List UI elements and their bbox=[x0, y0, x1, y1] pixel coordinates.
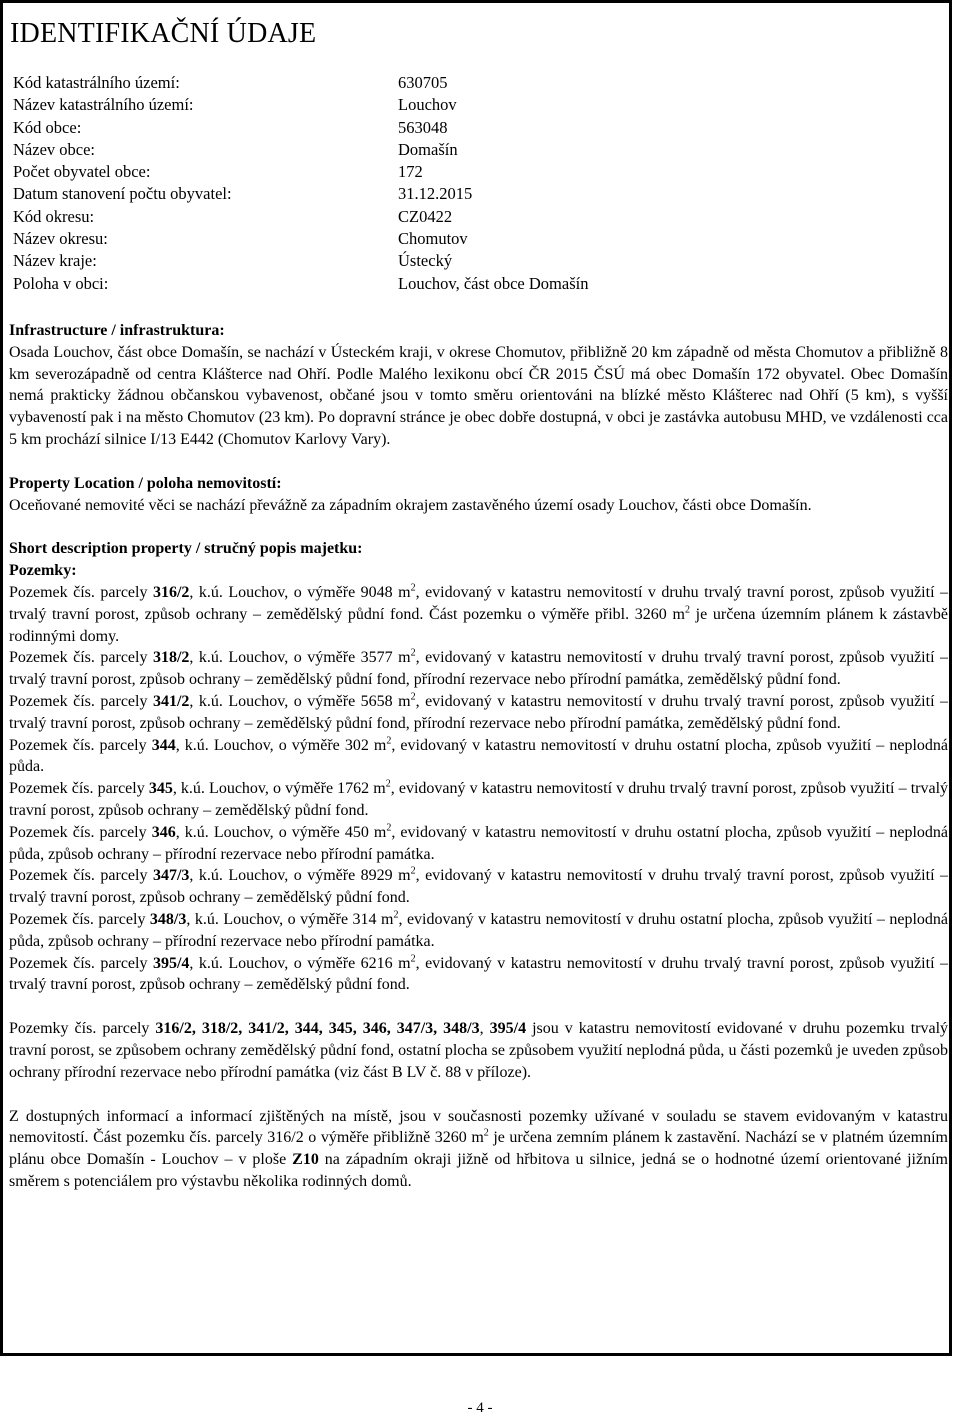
parcel-pre: Pozemek čís. parcely bbox=[9, 954, 153, 972]
summary-last-parcel: 395/4 bbox=[489, 1020, 527, 1038]
location-heading: Property Location / poloha nemovitostí: bbox=[9, 474, 282, 492]
summary-sep: , bbox=[479, 1020, 490, 1038]
closing-paragraph bbox=[9, 1106, 948, 1193]
parcel-list bbox=[9, 582, 948, 996]
parcel-item bbox=[9, 582, 948, 647]
parcel-area: , k.ú. Louchov, o výměře 1762 m bbox=[172, 780, 386, 798]
info-value: Louchov bbox=[398, 95, 457, 115]
parcel-number: 348/3 bbox=[149, 910, 187, 928]
parcel-pre: Pozemek čís. parcely bbox=[9, 867, 153, 885]
parcel-number: 344 bbox=[151, 736, 176, 754]
closing-mid: je určena zemním plánem k zastavění. Nachází se v platném územním plánu obce Domašín - Louchov – v ploše bbox=[9, 1129, 948, 1169]
parcel-desc: , evidovaný v katastru nemovitostí v druhu ostatní plocha, způsob využití – neplodná půda. bbox=[9, 736, 949, 776]
parcel-area: , k.ú. Louchov, o výměře 8929 m bbox=[189, 867, 411, 885]
summary-parcel-numbers: 316/2, 318/2, 341/2, 344, 345, 346, 347/3, 348/3 bbox=[155, 1020, 480, 1038]
parcel-pre: Pozemek čís. parcely bbox=[9, 583, 153, 601]
parcels-subheading: Pozemky: bbox=[9, 562, 77, 580]
parcel-sup: 2 bbox=[386, 822, 392, 834]
parcel-sup: 2 bbox=[393, 909, 399, 921]
parcel-item bbox=[9, 735, 948, 779]
info-label: Kód okresu: bbox=[13, 206, 95, 226]
parcel-item bbox=[9, 865, 948, 909]
parcel-area: , k.ú. Louchov, o výměře 302 m bbox=[175, 736, 387, 754]
info-value: Domašín bbox=[398, 139, 458, 159]
parcel-number: 347/3 bbox=[152, 867, 190, 885]
parcel-pre: Pozemek čís. parcely bbox=[9, 910, 150, 928]
parcel-area: , k.ú. Louchov, o výměře 450 m bbox=[175, 823, 387, 841]
parcel-desc: , evidovaný v katastru nemovitostí v druhu trvalý travní porost, způsob využití – trvalý travní porost, způsob ochrany – zemědělský půdní fond. bbox=[9, 780, 949, 819]
parcel-pre: Pozemek čís. parcely bbox=[9, 649, 153, 667]
parcel-sup: 2 bbox=[410, 648, 416, 660]
parcel-number: 318/2 bbox=[152, 649, 190, 667]
parcel-desc: , evidovaný v katastru nemovitostí v druhu ostatní plocha, způsob využití – neplodná půda, způsob ochrany – přírodní rezervace nebo přírodní památka. bbox=[9, 910, 949, 950]
info-row bbox=[13, 228, 588, 250]
info-row bbox=[13, 94, 588, 116]
summary-pre: Pozemky čís. parcely bbox=[9, 1020, 156, 1038]
info-label: Název kraje: bbox=[13, 251, 97, 271]
parcel-pre: Pozemek čís. parcely bbox=[9, 823, 152, 841]
summary-post: jsou v katastru nemovitostí evidované v druhu pozemku trvalý travní porost, se způsobem ochrany zemědělský půdní fond, ostatní plocha se způsobem využití neplodná půda, u části pozemků je uveden způsob ochrany přírodní rezervace nebo přírodní památka (viz část B LV č. 88 v příloze). bbox=[9, 1020, 949, 1081]
closing-pre: Z dostupných informací a informací zjištěných na místě, jsou v současnosti pozemky užívané v souladu se stavem evidovaným v katastru nemovitostí. Část pozemku čís. parcely 316/2 o výměře přibližně 3260 m bbox=[9, 1107, 948, 1147]
parcel-item bbox=[9, 822, 948, 866]
parcel-pre: Pozemek čís. parcely bbox=[9, 780, 149, 798]
parcel-pre: Pozemek čís. parcely bbox=[9, 736, 152, 754]
description-heading: Short description property / stručný popis majetku: bbox=[9, 540, 363, 558]
info-row bbox=[13, 183, 588, 205]
info-value: CZ0422 bbox=[398, 206, 453, 226]
info-value: Chomutov bbox=[398, 229, 468, 249]
parcel-item bbox=[9, 691, 948, 735]
parcel-desc: , evidovaný v katastru nemovitostí v druhu trvalý travní porost, způsob využití – trvalý travní porost, způsob ochrany – zemědělský půdní fond. bbox=[9, 954, 949, 994]
identification-table bbox=[13, 72, 588, 295]
info-label: Kód katastrálního území: bbox=[13, 73, 180, 92]
parcel-number: 346 bbox=[151, 823, 176, 841]
closing-post: na západním okraji jižně od hřbitova u silnice, jedná se o hodnotné území orientované jižním směrem s potenciálem pro výstavbu několika rodinných domů. bbox=[9, 1151, 948, 1190]
info-label: Kód obce: bbox=[13, 117, 82, 137]
location-text: Oceňované nemovité věci se nachází převážně za západním okrajem zastavěného území osady Louchov, části obce Domašín. bbox=[9, 496, 812, 514]
info-value: Louchov, část obce Domašín bbox=[398, 273, 589, 293]
info-value: Ústecký bbox=[398, 251, 453, 271]
parcel-desc: , evidovaný v katastru nemovitostí v druhu trvalý travní porost, způsob využití – trvalý travní porost, způsob ochrany – zemědělský půdní fond, přírodní rezervace nebo přírodní památka, zemědělský půdní fond. bbox=[9, 649, 949, 689]
info-row bbox=[13, 273, 588, 295]
parcel-desc: , evidovaný v katastru nemovitostí v druhu trvalý travní porost, způsob využití – trvalý travní porost, způsob ochrany – zemědělský půdní fond. bbox=[9, 867, 949, 907]
page-number: - 4 - bbox=[467, 1400, 493, 1416]
summary-paragraph bbox=[9, 1018, 948, 1083]
info-label: Název obce: bbox=[13, 139, 95, 159]
info-row bbox=[13, 206, 588, 228]
parcel-sup: 2 bbox=[410, 953, 416, 965]
info-row bbox=[13, 72, 588, 94]
infrastructure-heading: Infrastructure / infrastruktura: bbox=[9, 322, 225, 339]
parcel-area: , k.ú. Louchov, o výměře 3577 m bbox=[189, 649, 411, 667]
info-row bbox=[13, 250, 588, 272]
info-label: Název okresu: bbox=[13, 229, 108, 249]
parcel-sup: 2 bbox=[410, 691, 416, 703]
info-row bbox=[13, 117, 588, 139]
info-label: Počet obyvatel obce: bbox=[13, 162, 151, 182]
info-row bbox=[13, 139, 588, 161]
parcel-desc: , evidovaný v katastru nemovitostí v druhu trvalý travní porost, způsob využití – trvalý travní porost, způsob ochrany – zemědělský půdní fond. Část pozemku o výměře přibl. 3260 m bbox=[9, 583, 949, 623]
parcel-item bbox=[9, 778, 948, 822]
parcel-desc: , evidovaný v katastru nemovitostí v druhu ostatní plocha, způsob využití – neplodná půda, způsob ochrany – přírodní rezervace nebo přírodní památka. bbox=[9, 823, 949, 863]
parcel-sup: 2 bbox=[410, 582, 416, 594]
parcel-sup: 2 bbox=[386, 735, 392, 747]
info-value: 31.12.2015 bbox=[398, 184, 473, 204]
parcel-area: , k.ú. Louchov, o výměře 314 m bbox=[186, 910, 394, 928]
info-label: Název katastrálního území: bbox=[13, 95, 194, 115]
parcel-item bbox=[9, 953, 948, 997]
info-value: 563048 bbox=[398, 117, 448, 137]
document-body bbox=[9, 320, 948, 1193]
infrastructure-text: Osada Louchov, část obce Domašín, se nachází v Ústeckém kraji, v okrese Chomutov, přibližně 20 km západně od města Chomutov a přibližně 8 km severozápadně od centra Klášterce nad Ohří. Podle Malého lexikonu obcí ČR 2015 ČSÚ má obec Domašín 172 obyvatel. Obec Domašín nemá prakticky žádnou občanskou vybavenost, občané jsou v tomto směru orientováni na blízké město Klášterec nad Ohří (5 km), s vyšší vybaveností pak i na město Chomutov (23 km). Po dopravní stránce je obec dobře dostupná, v obci je zastávka autobusu MHD, ve vzdálenosti cca 5 km prochází silnice I/13 E442 (Chomutov Karlovy Vary). bbox=[9, 343, 948, 448]
parcel-item bbox=[9, 647, 948, 691]
parcel-item bbox=[9, 909, 948, 953]
parcel-number: 345 bbox=[148, 780, 173, 798]
parcel-area: , k.ú. Louchov, o výměře 5658 m bbox=[189, 692, 411, 710]
parcel-number: 341/2 bbox=[152, 692, 190, 710]
parcel-number: 395/4 bbox=[152, 954, 190, 972]
info-value: 630705 bbox=[398, 73, 448, 92]
info-label: Poloha v obci: bbox=[13, 273, 109, 293]
info-label: Datum stanovení počtu obyvatel: bbox=[13, 184, 232, 204]
parcel-number: 316/2 bbox=[152, 583, 190, 601]
parcel-desc: , evidovaný v katastru nemovitostí v druhu trvalý travní porost, způsob využití – trvalý travní porost, způsob ochrany – zemědělský půdní fond, přírodní rezervace nebo přírodní památka, zemědělský půdní fond. bbox=[9, 692, 949, 732]
parcel-area: , k.ú. Louchov, o výměře 9048 m bbox=[189, 583, 411, 601]
parcel-sup2: 2 bbox=[684, 604, 690, 616]
info-row bbox=[13, 161, 588, 183]
page-title: IDENTIFIKAČNÍ ÚDAJE bbox=[10, 18, 317, 49]
closing-zone: Z10 bbox=[292, 1151, 319, 1169]
parcel-pre: Pozemek čís. parcely bbox=[9, 692, 153, 710]
parcel-sup: 2 bbox=[410, 866, 416, 877]
parcel-sup: 2 bbox=[385, 778, 391, 790]
info-value: 172 bbox=[398, 162, 423, 182]
closing-sup: 2 bbox=[483, 1127, 489, 1139]
parcel-area: , k.ú. Louchov, o výměře 6216 m bbox=[189, 954, 411, 972]
parcel-desc2: je určena územním plánem k zástavbě rodinnými domy. bbox=[9, 605, 949, 645]
